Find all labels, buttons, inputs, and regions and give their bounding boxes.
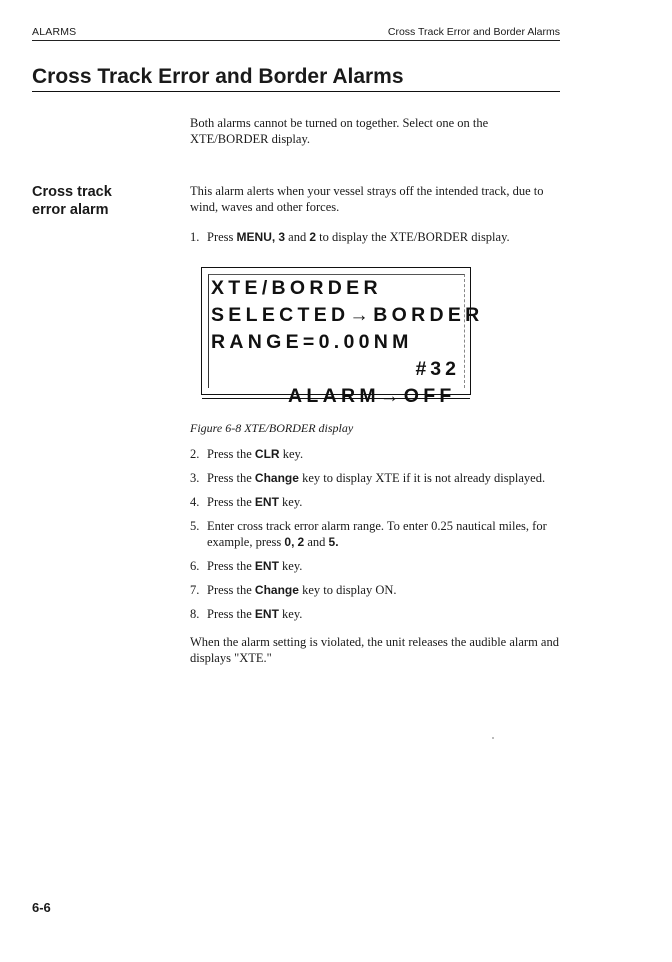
step-8 [190, 606, 563, 622]
step-text: Enter cross track error alarm range. To enter 0.25 nautical miles, for example, press [207, 519, 547, 549]
figure-caption: Figure 6-8 XTE/BORDER display [190, 421, 354, 435]
key-ent: ENT [254, 559, 279, 573]
key-3: 3 [278, 230, 286, 244]
step-1 [190, 229, 563, 245]
step-text: and [285, 230, 310, 244]
key-5: 5. [328, 535, 339, 549]
step-text: to display the XTE/BORDER display. [316, 230, 510, 244]
intro-paragraph: Both alarms cannot be turned on together. Select one on the XTE/BORDER display. [190, 116, 489, 146]
main-content [190, 183, 563, 666]
step-text: Press the [207, 447, 255, 461]
subsection-heading-line1: Cross track [32, 184, 112, 200]
steps-list [190, 446, 563, 622]
step-text: key. [278, 495, 303, 509]
subsection-heading [32, 183, 172, 219]
step-5 [190, 518, 563, 550]
alarm-description: This alarm alerts when your vessel strays off the intended track, due to wind, waves and other forces. [190, 184, 544, 214]
key-2: 2 [297, 535, 305, 549]
key-change: Change [254, 583, 299, 597]
step-6 [190, 558, 563, 574]
step-3 [190, 470, 563, 486]
closing-paragraph: When the alarm setting is violated, the unit releases the audible alarm and displays "XTE." [190, 635, 559, 665]
key-menu: MENU, [236, 230, 276, 244]
header-section: Cross Track Error and Border Alarms [387, 26, 560, 38]
key-0: 0, [284, 535, 295, 549]
step-text: and [304, 535, 329, 549]
key-change: Change [254, 471, 299, 485]
step-text: Press the [207, 471, 255, 485]
step-text: Press the [207, 607, 255, 621]
step-number: 7. [190, 583, 200, 597]
lcd-line-3: RANGE=0.00NM [211, 331, 413, 353]
running-header [32, 24, 560, 41]
header-chapter: ALARMS [32, 26, 77, 38]
lcd-line-1: XTE/BORDER [211, 277, 382, 299]
lcd-line-2: SELECTED→BORDER [211, 304, 484, 326]
key-ent: ENT [254, 607, 279, 621]
step-text: key to display XTE if it is not already displayed. [298, 471, 546, 485]
step-number: 3. [190, 471, 200, 485]
step-number: 2. [190, 447, 200, 461]
step-text: key to display ON. [298, 583, 397, 597]
page-number: 6-6 [32, 900, 51, 915]
step-number: 4. [190, 495, 200, 509]
subsection-heading-line2: error alarm [32, 202, 109, 218]
lcd-line-4 [209, 356, 464, 407]
step-number: 8. [190, 607, 200, 621]
step-2 [190, 446, 563, 462]
step-text: Press [207, 230, 237, 244]
step-7 [190, 582, 563, 598]
step-number: 1. [190, 230, 200, 244]
step-number: 6. [190, 559, 200, 573]
lcd-screen [208, 274, 484, 407]
section-title: Cross Track Error and Border Alarms [32, 65, 560, 92]
key-2: 2 [309, 230, 317, 244]
lcd-base-line [202, 398, 470, 399]
step-number: 5. [190, 519, 200, 533]
step-text: Press the [207, 559, 255, 573]
step-text: Press the [207, 583, 255, 597]
step-text: key. [279, 447, 304, 461]
step-text: key. [278, 559, 303, 573]
key-ent: ENT [254, 495, 279, 509]
step-text: key. [278, 607, 303, 621]
step-text: Press the [207, 495, 255, 509]
key-clr: CLR [254, 447, 280, 461]
lcd-display-figure [201, 267, 484, 407]
step-4 [190, 494, 563, 510]
lcd-alarm-status: ALARM→OFF [288, 385, 456, 407]
scan-speck [492, 737, 494, 739]
lcd-page-number: #32 [415, 358, 460, 380]
